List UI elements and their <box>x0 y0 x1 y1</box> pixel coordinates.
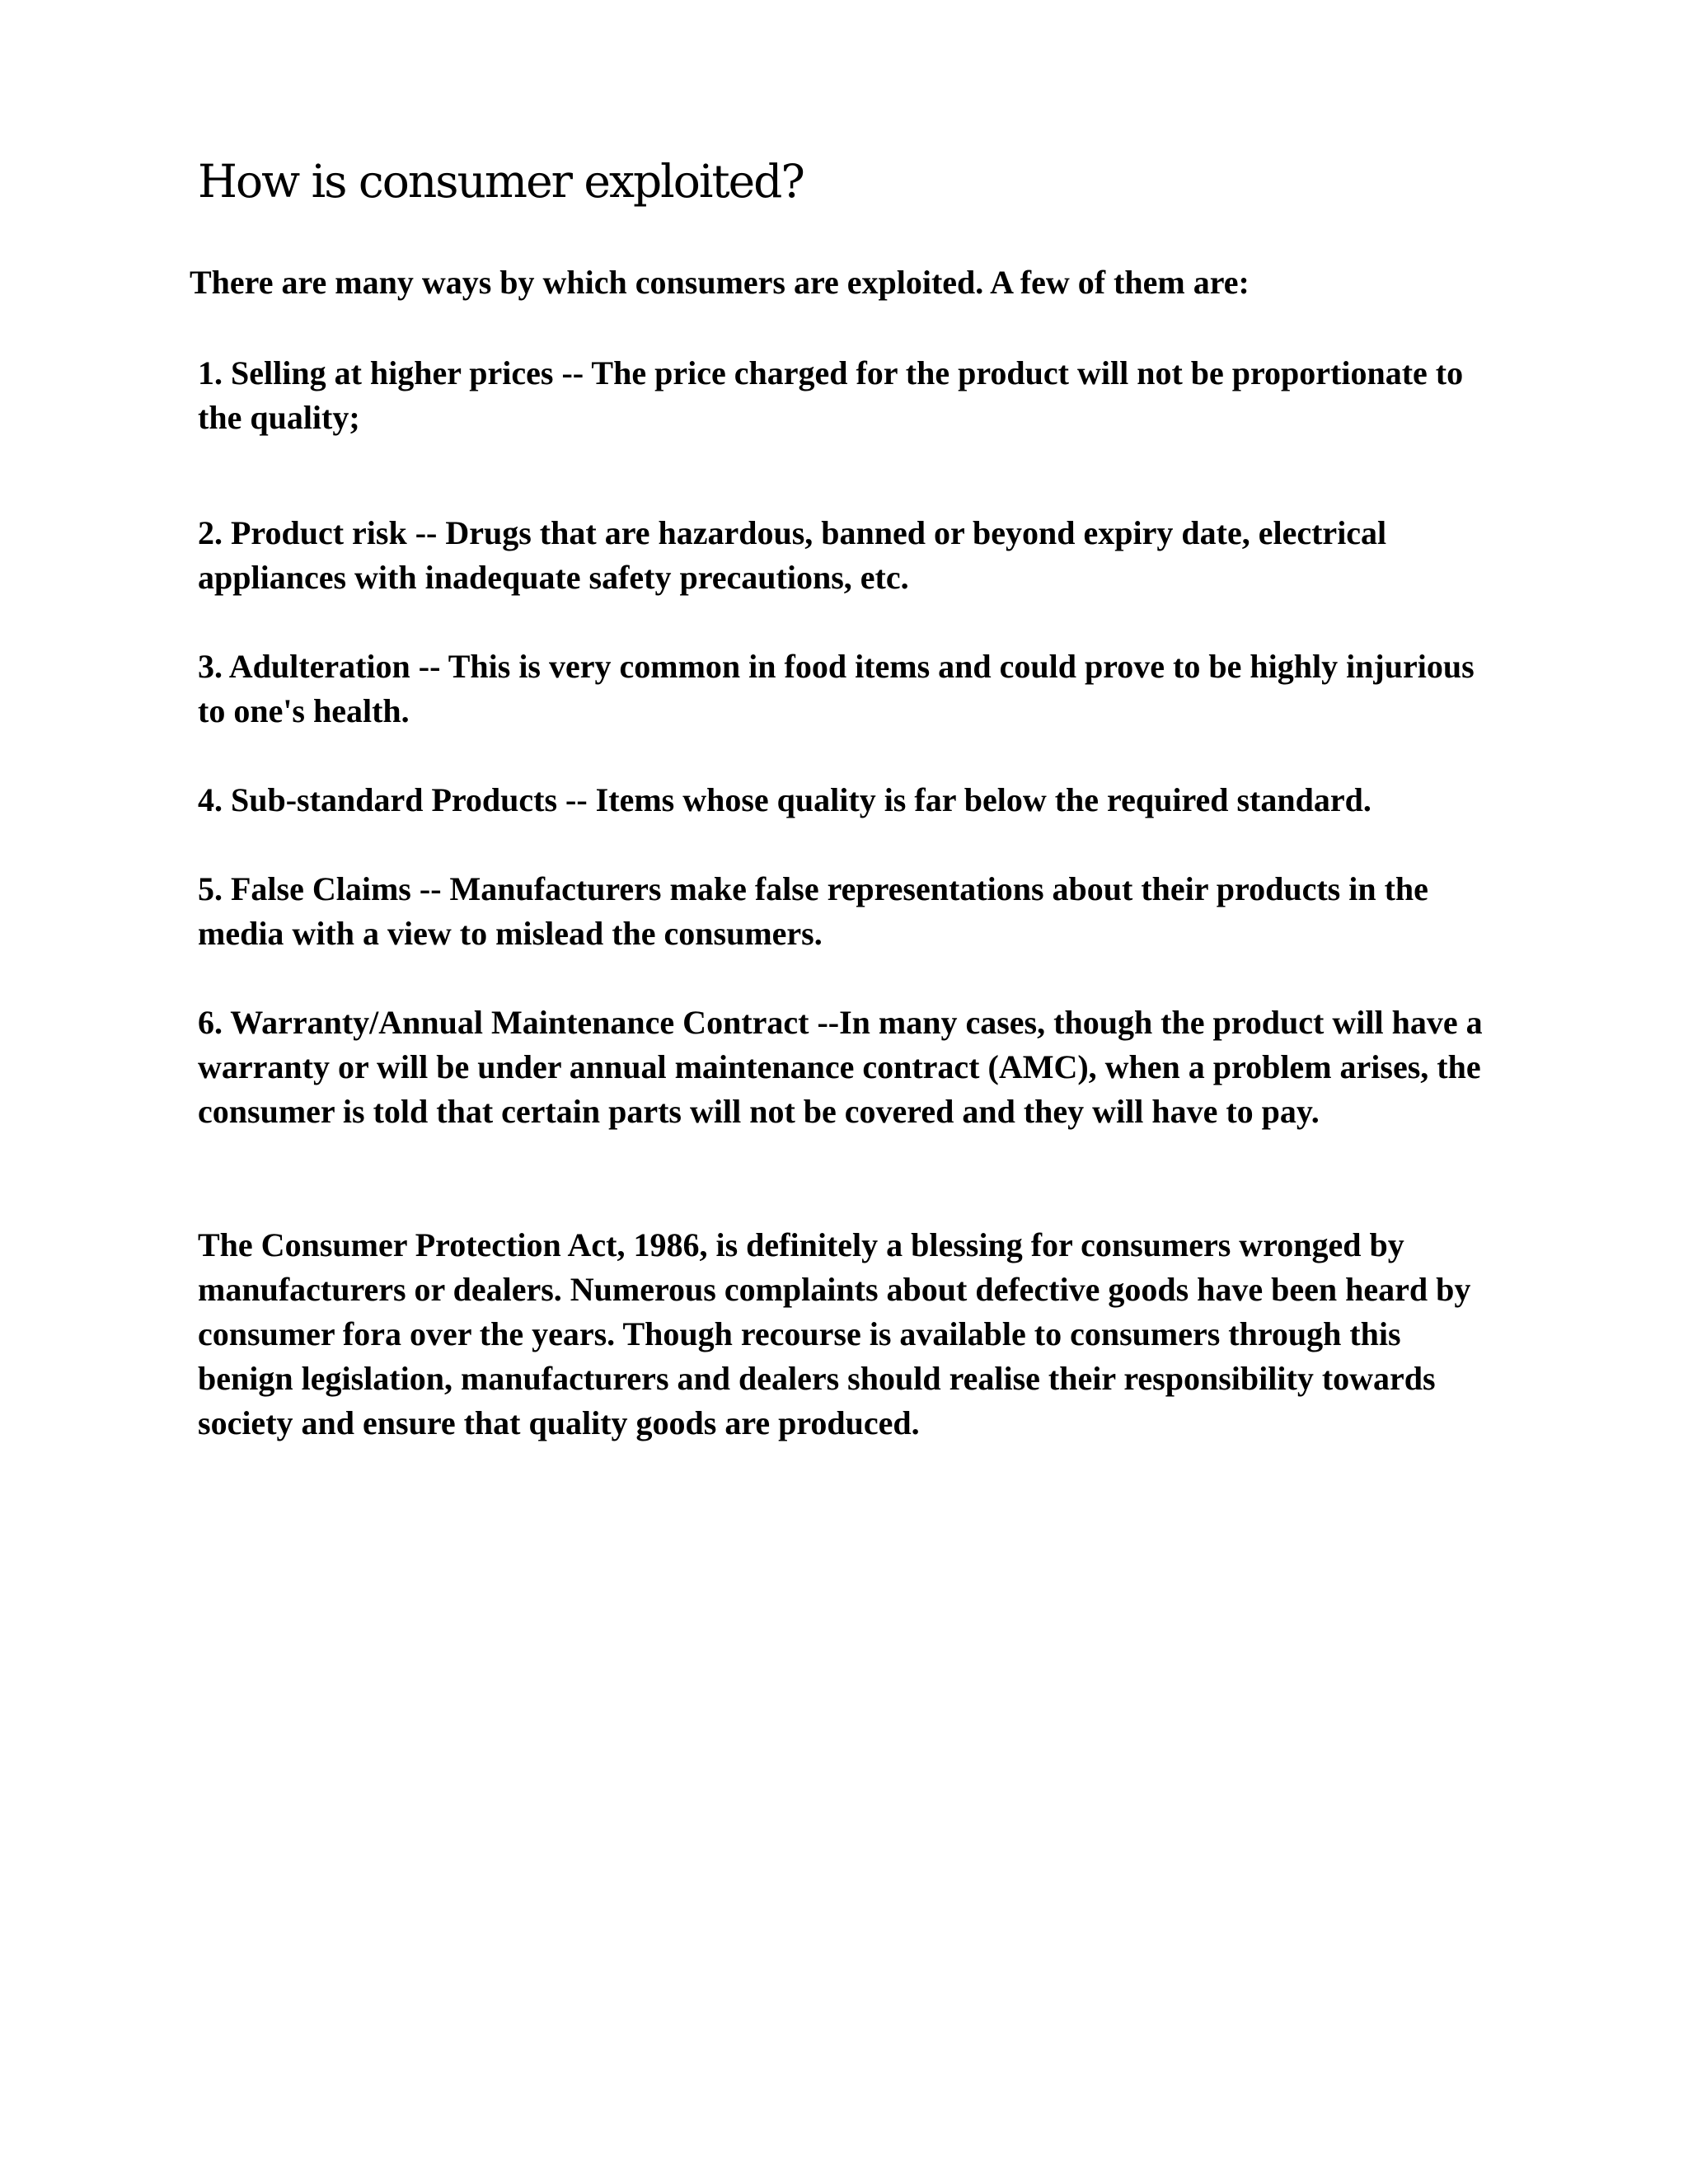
list-item-false-claims: 5. False Claims -- Manufacturers make false representations about their products in the media with a view to mislead the consumers. <box>198 870 1428 952</box>
intro-paragraph: There are many ways by which consumers are exploited. A few of them are: <box>190 264 1250 301</box>
list-item-selling-higher-prices: 1. Selling at higher prices -- The price charged for the product will not be proportionate to the quality; <box>198 354 1464 436</box>
closing-paragraph: The Consumer Protection Act, 1986, is definitely a blessing for consumers wronged by manufacturers or dealers. Numerous complaints about defective goods have been heard by consumer fora over the years. Though recourse is available to consumers through this benign legislation, manufacturers and dealers should realise their responsibility towards society and ensure that quality goods are produced. <box>198 1226 1471 1441</box>
list-item-product-risk: 2. Product risk -- Drugs that are hazardous, banned or beyond expiry date, electrical appliances with inadequate safety precautions, etc. <box>198 514 1387 596</box>
list-item-sub-standard-products: 4. Sub-standard Products -- Items whose quality is far below the required standard. <box>198 781 1372 818</box>
page-title: How is consumer exploited? <box>198 155 804 208</box>
list-item-adulteration: 3. Adulteration -- This is very common in food items and could prove to be highly injurious to one's health. <box>198 648 1475 729</box>
list-item-warranty-amc: 6. Warranty/Annual Maintenance Contract --In many cases, though the product will have a warranty or will be under annual maintenance contract (AMC), when a problem arises, the consumer is told that certain parts will not be covered and they will have to pay. <box>198 1004 1483 1130</box>
